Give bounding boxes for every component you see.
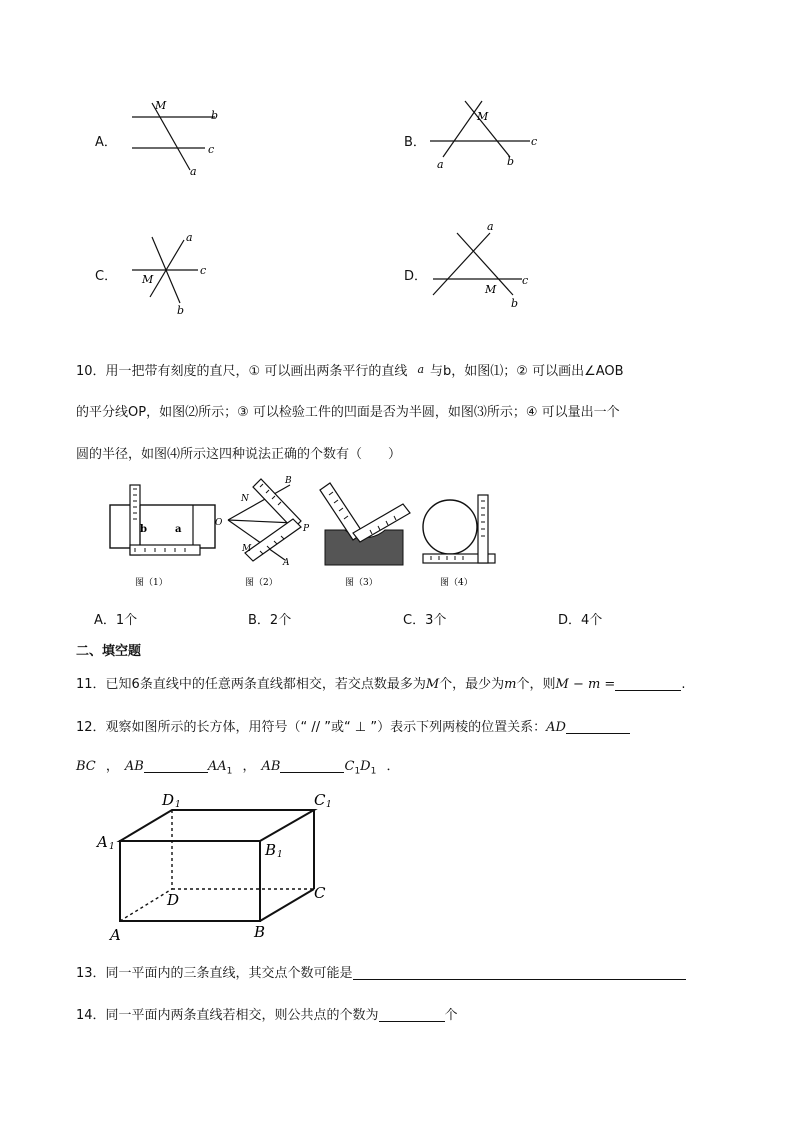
q10-line3: 圆的半径，如图⑷所示这四种说法正确的个数有（ ） <box>76 447 402 462</box>
cuboid-label-B1: B <box>265 841 277 859</box>
cuboid-sub-C1: 1 <box>326 800 332 810</box>
q11-var-m: m <box>504 677 517 692</box>
option-d-label: D． <box>404 269 428 284</box>
label-b: b <box>507 155 515 168</box>
q12-C1: C <box>344 759 355 774</box>
figure-1 <box>110 485 215 588</box>
q12-AB-1: AB <box>124 759 144 774</box>
label-b: b <box>211 109 219 122</box>
q13-answer-blank[interactable] <box>353 965 686 980</box>
label-c: c <box>208 143 215 156</box>
q12-BC: BC <box>76 759 96 774</box>
fig2-label-A: A <box>283 558 290 568</box>
option-a-figure <box>120 95 230 180</box>
option-b-label: B． <box>404 135 426 150</box>
label-c: c <box>531 135 538 148</box>
label-b: b <box>511 297 519 310</box>
q12-sub-2: 1 <box>354 766 361 777</box>
fig1-label-a: a <box>175 524 182 535</box>
label-M: M <box>142 273 154 286</box>
q11-expr: M − m = <box>555 677 616 692</box>
fig2-label-P: P <box>303 524 310 534</box>
cuboid-sub-B1: 1 <box>277 850 283 860</box>
q12-text-a: 12．观察如图所示的长方体，用符号（“ // ”或“ ⊥ ”）表示下列两棱的位置关系： <box>76 720 547 735</box>
q14-answer-blank[interactable] <box>379 1007 445 1022</box>
fig3-caption: 图（3） <box>345 578 378 588</box>
q14-unit: 个 <box>444 1008 458 1023</box>
q12-AD: AD <box>546 720 566 735</box>
q14 <box>76 1004 458 1023</box>
fig2-label-M: M <box>242 544 252 554</box>
q12-blank-3[interactable] <box>280 758 344 773</box>
fig1-label-b: b <box>140 524 147 535</box>
q10-option-b[interactable]: B．2个 <box>248 613 292 628</box>
cuboid-sub-A1: 1 <box>109 842 115 852</box>
q10-line1 <box>76 360 624 379</box>
q10-line1-start: 10．用一把带有刻度的直尺，① 可以画出两条平行的直线 <box>76 364 408 379</box>
cuboid-figure <box>92 785 342 945</box>
label-a: a <box>487 220 494 233</box>
q14-text: 14．同一平面内两条直线若相交，则公共点的个数为 <box>76 1008 379 1023</box>
q11-var-M: M <box>425 677 440 692</box>
label-a: a <box>186 231 193 244</box>
figure-2 <box>215 476 310 588</box>
option-c-label: C． <box>95 269 118 284</box>
option-a-label: A． <box>95 135 117 150</box>
q11-answer-blank[interactable] <box>615 676 681 691</box>
q12-line1 <box>76 716 630 735</box>
fig2-label-N: N <box>241 494 249 504</box>
fig2-label-O: O <box>215 518 223 528</box>
q10-line2: 的平分线OP，如图⑵所示；③ 可以检验工件的凹面是否为半圆，如图⑶所示；④ 可以量出一个 <box>76 405 620 420</box>
q12-end: ． <box>386 759 400 774</box>
q12-AA1: AA <box>207 759 227 774</box>
q10-option-a[interactable]: A．1个 <box>94 613 138 628</box>
option-c-figure <box>120 225 230 320</box>
cuboid-sub-D1: 1 <box>175 800 181 810</box>
cuboid-label-B: B <box>254 923 266 941</box>
q12-D1: D <box>360 759 371 774</box>
label-a: a <box>190 165 197 178</box>
cuboid-label-D1: D <box>162 791 175 809</box>
q11-text-c: 个，则 <box>516 677 556 692</box>
cuboid-label-C1: C <box>314 791 326 809</box>
q12-blank-1[interactable] <box>566 719 630 734</box>
cuboid-label-C: C <box>314 884 326 902</box>
label-M: M <box>485 283 497 296</box>
q12-sep-1: ， <box>105 759 119 774</box>
fig4-caption: 图（4） <box>440 578 473 588</box>
q10-var-a: a <box>417 363 425 376</box>
q10-line1-end: 与b，如图⑴；② 可以画出∠AOB <box>430 364 624 379</box>
q12-sep-2: ， <box>242 759 256 774</box>
label-M: M <box>155 99 167 112</box>
label-a: a <box>437 158 444 171</box>
q12-AB-2: AB <box>261 759 281 774</box>
q11-text-b: 个，最少为 <box>439 677 505 692</box>
q13-text: 13．同一平面内的三条直线，其交点个数可能是 <box>76 966 353 981</box>
fig2-caption: 图（2） <box>245 578 278 588</box>
label-c: c <box>200 264 207 277</box>
cuboid-label-A1: A <box>97 833 108 851</box>
figure-3 <box>320 483 410 588</box>
q12-sub-3: 1 <box>370 766 377 777</box>
q13 <box>76 962 686 981</box>
q10-figures <box>105 475 505 595</box>
cuboid-label-D: D <box>167 891 180 909</box>
q11-end: . <box>681 677 686 692</box>
label-M: M <box>477 110 489 123</box>
q12-line2 <box>76 755 400 777</box>
q11-text-a: 11．已知6条直线中的任意两条直线都相交，若交点数最多为 <box>76 677 426 692</box>
option-b-figure <box>425 95 555 180</box>
section-title: 二、填空题 <box>76 644 142 659</box>
fig2-label-B: B <box>285 476 292 486</box>
cuboid-label-A: A <box>110 926 121 944</box>
label-b: b <box>177 304 185 317</box>
q11 <box>76 673 685 692</box>
q12-sub-1: 1 <box>226 766 233 777</box>
figure-4 <box>423 495 495 588</box>
fig1-caption: 图（1） <box>135 578 168 588</box>
label-c: c <box>522 274 529 287</box>
q12-blank-2[interactable] <box>144 758 208 773</box>
q10-option-c[interactable]: C．3个 <box>403 613 447 628</box>
option-d-figure <box>425 215 555 315</box>
q10-option-d[interactable]: D．4个 <box>558 613 603 628</box>
